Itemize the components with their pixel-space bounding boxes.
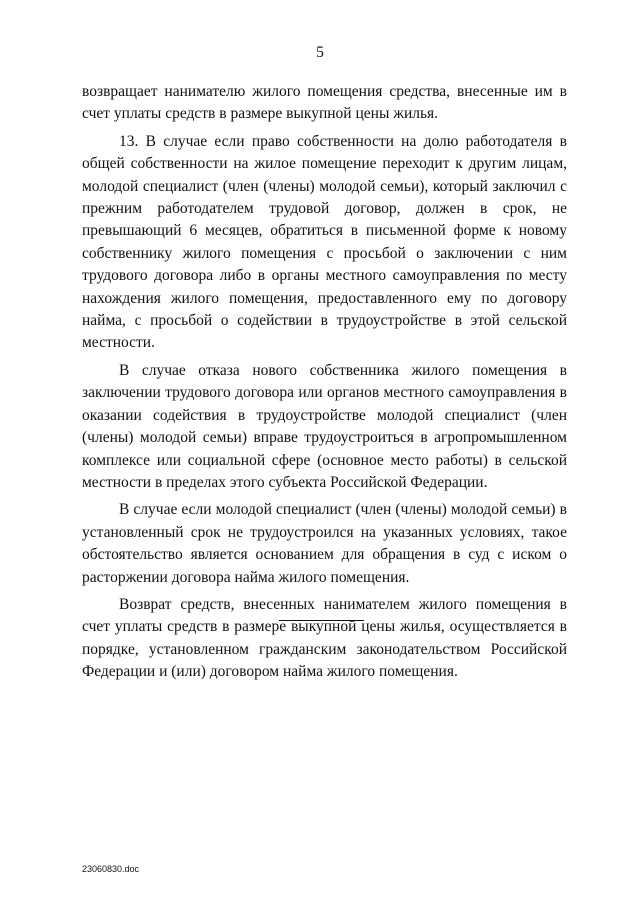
paragraph-court: В случае если молодой специалист (член (члены) молодой семьи) в установленный срок не трудоустроился на указанных условиях, такое обстоятельство является основанием для обращения в суд с иском о расторжении договора найма жилого помещения. [82, 501, 567, 586]
end-separator-line [279, 620, 364, 621]
page-number: 5 [316, 44, 324, 61]
paragraph-refusal: В случае отказа нового собственника жилого помещения в заключении трудового договора или органов местного самоуправления в оказании содействия в трудоустройстве молодой специалист (член (члены) молодой семьи) вправе трудоустроиться в агропромышленном комплексе или социальной сфере (основное место работы) в сельской местности в пределах этого субъекта Российской Федерации. [82, 361, 567, 491]
footer-filename: 23060830.doc [82, 864, 140, 874]
paragraph-refund: Возврат средств, внесенных нанимателем жилого помещения в счет уплаты средств в размере выкупной цены жилья, осуществляется в порядке, установленном гражданским законодательством Российской Федерации и (или) договором найма жилого помещения. [82, 595, 567, 681]
paragraph-continuation: возвращает нанимателю жилого помещения средства, внесенные им в счет уплаты средств в размере выкупной цены жилья. [82, 83, 567, 123]
paragraph-13: 13. В случае если право собственности на долю работодателя в общей собственности на жилое помещение переходит к другим лицам, молодой специалист (член (члены) молодой семьи), который заключил с прежним работодателем трудовой договор, должен в срок, не превышающий 6 месяцев, обратиться в письменной форме к новому собственнику жилого помещения с просьбой о заключении с ним трудового договора либо в органы местного самоуправления по месту нахождения жилого помещения, предоставленного ему по договору найма, с просьбой о содействии в трудоустройстве в этой сельской местности. [82, 132, 567, 352]
document-body [82, 81, 567, 689]
